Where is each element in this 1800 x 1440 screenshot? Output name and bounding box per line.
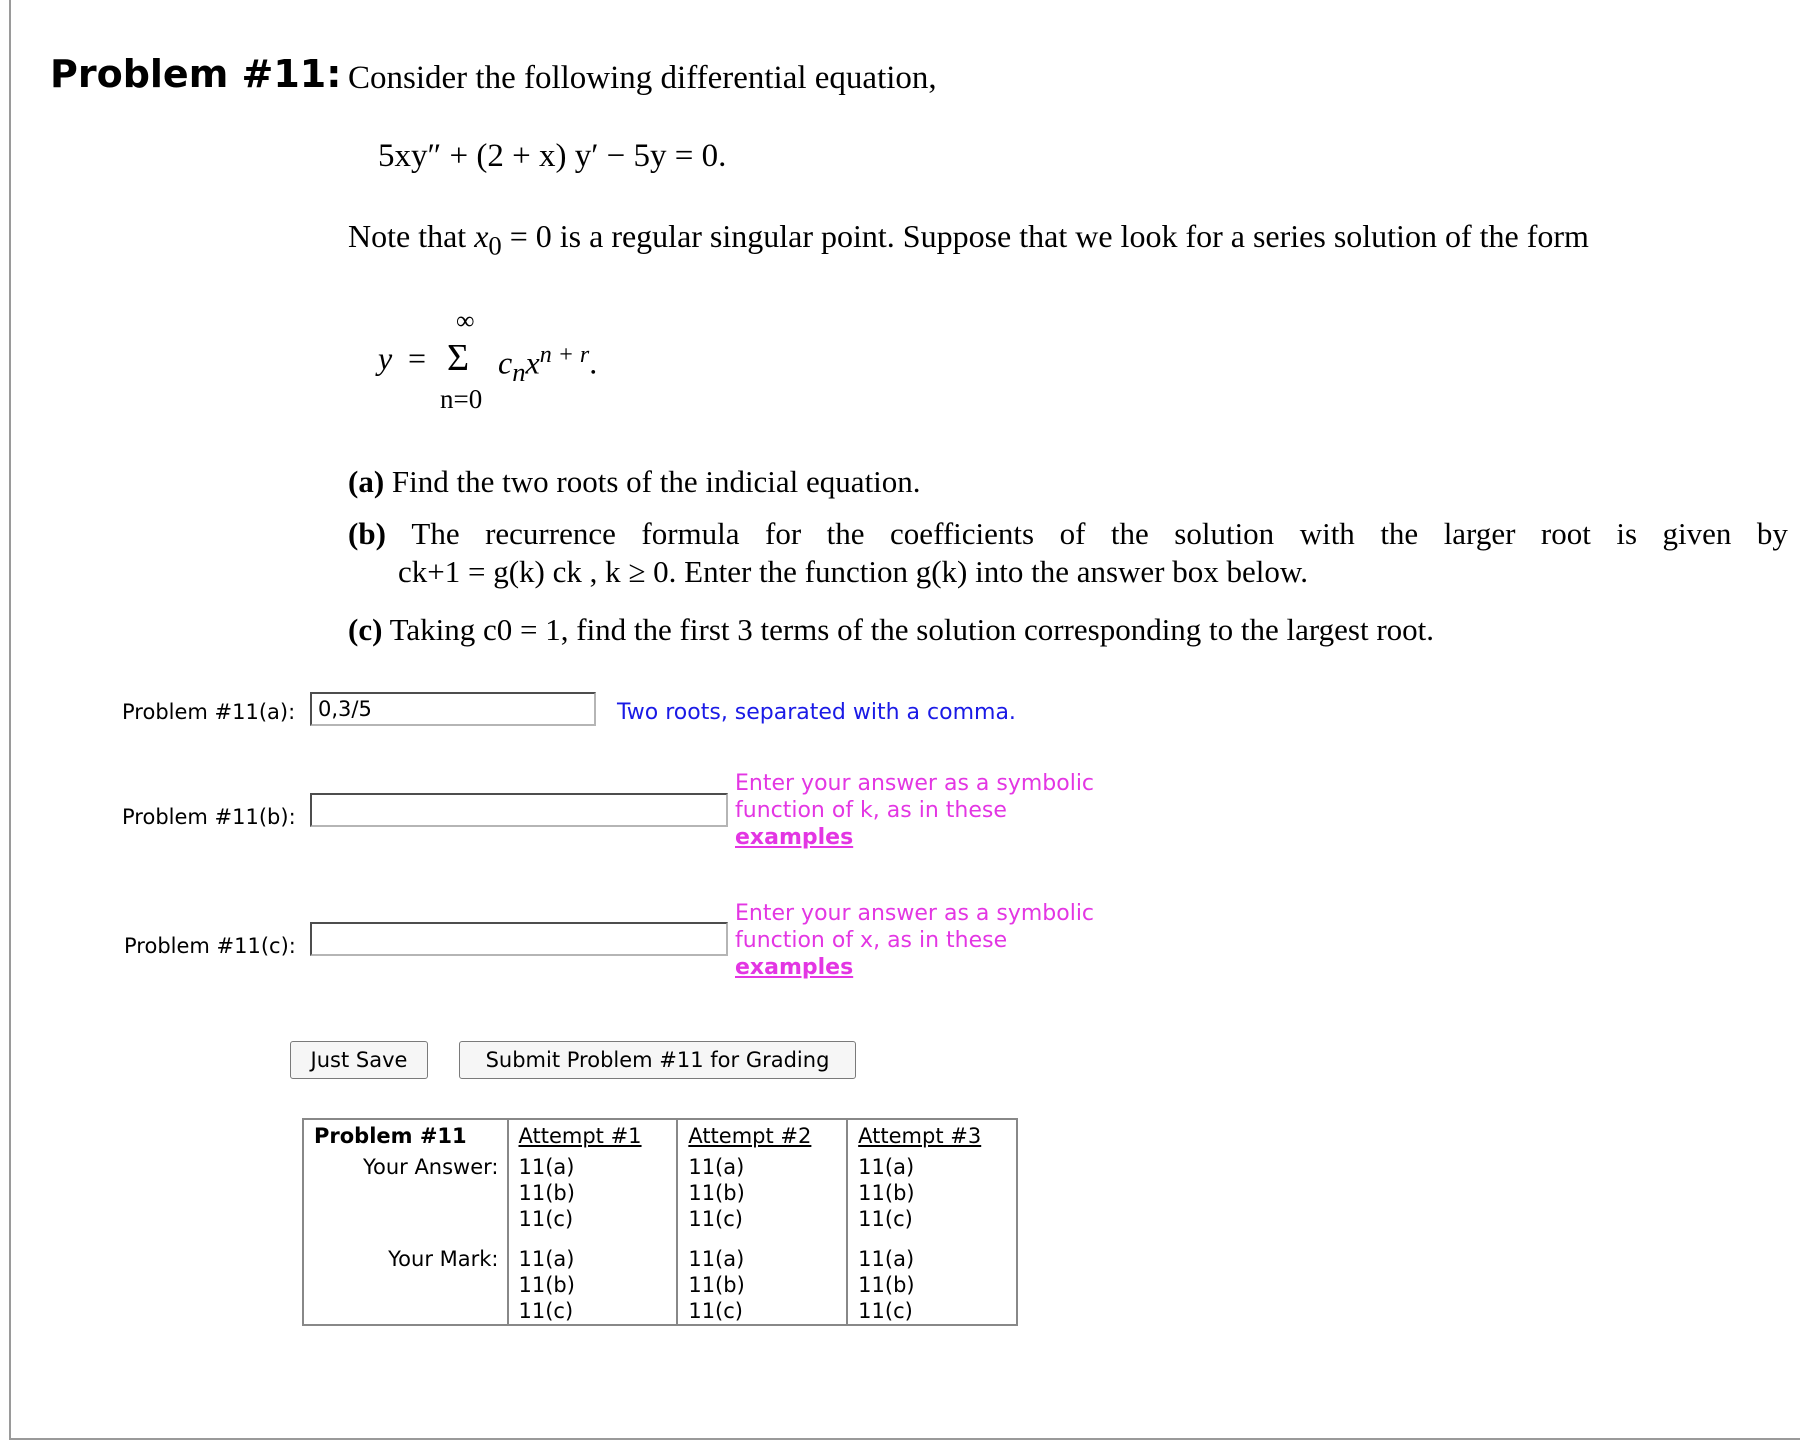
your-answer-label: Your Answer: (362, 1155, 499, 1179)
mark-cell (847, 1232, 1017, 1325)
part-c (348, 612, 1434, 648)
attempt-2-link[interactable]: Attempt #2 (677, 1119, 847, 1154)
b-word: solution (1174, 516, 1275, 551)
part-b-label: (b) (348, 516, 386, 551)
b-word: root (1540, 516, 1591, 551)
term-c: c (498, 344, 513, 381)
answer-c-input[interactable] (310, 922, 728, 956)
part-ref: 11(b) (688, 1181, 745, 1205)
b-word: with (1299, 516, 1355, 551)
differential-equation: 5xy″ + (2 + x) y′ − 5y = 0. (378, 138, 727, 174)
b-word: formula (641, 516, 740, 551)
term-x: x (525, 344, 540, 381)
part-ref: 11(c) (688, 1207, 743, 1231)
b-word: by (1756, 516, 1788, 551)
your-mark-label: Your Mark: (388, 1247, 499, 1271)
sigma-symbol: Σ (447, 337, 470, 379)
examples-link-c[interactable]: examples (735, 955, 854, 980)
note-post: = 0 is a regular singular point. Suppose that we look for a series solution of the form (501, 218, 1589, 254)
part-ref: 11(a) (518, 1155, 575, 1179)
term-n: n (512, 357, 526, 388)
b-word: of (1059, 516, 1086, 551)
part-ref: 11(c) (858, 1207, 913, 1231)
b-word: the (1110, 516, 1149, 551)
b-word: the (1380, 516, 1419, 551)
part-ref: 11(c) (518, 1299, 574, 1323)
part-ref: 11(b) (858, 1273, 915, 1297)
answer-c-hint (735, 900, 1115, 981)
part-ref: 11(c) (518, 1207, 574, 1231)
answer-b-label: Problem #11(b): (122, 805, 296, 829)
mark-cell (508, 1232, 678, 1325)
submit-button[interactable]: Submit Problem #11 for Grading (459, 1041, 856, 1079)
answer-c-label: Problem #11(c): (124, 934, 296, 958)
part-c-text: Taking c0 = 1, find the first 3 terms of the solution corresponding to the largest root. (389, 612, 1435, 647)
note-var: x (474, 218, 489, 254)
b-word: is (1616, 516, 1638, 551)
part-ref: 11(a) (858, 1155, 915, 1179)
part-ref: 11(b) (518, 1273, 575, 1297)
attempt-3-link[interactable]: Attempt #3 (847, 1119, 1017, 1154)
b-word: The (411, 516, 460, 551)
answer-cell (847, 1154, 1017, 1232)
answer-cell (677, 1154, 847, 1232)
answer-c-hint-text: Enter your answer as a symbolic function of x, as in these (735, 901, 1095, 953)
series-term (498, 342, 597, 388)
attempt-1-link[interactable]: Attempt #1 (508, 1119, 678, 1154)
part-c-label: (c) (348, 612, 383, 647)
just-save-button[interactable]: Just Save (290, 1041, 428, 1079)
part-ref: 11(c) (858, 1299, 913, 1323)
answer-a-input[interactable] (310, 692, 596, 726)
singular-point-note (348, 218, 1589, 261)
part-ref: 11(a) (688, 1247, 745, 1271)
problem-title: Problem #11: (50, 52, 342, 96)
part-a (348, 464, 921, 500)
part-ref: 11(b) (518, 1181, 575, 1205)
answer-b-hint (735, 770, 1115, 851)
note-pre: Note that (348, 218, 475, 254)
b-word: for (765, 516, 802, 551)
examples-link-b[interactable]: examples (735, 825, 854, 850)
answer-b-input[interactable] (310, 793, 728, 827)
answer-a-label: Problem #11(a): (122, 700, 296, 724)
series-formula (378, 300, 638, 414)
part-ref: 11(a) (518, 1247, 575, 1271)
part-a-text: Find the two roots of the indicial equation. (391, 464, 921, 499)
b-word: coefficients (890, 516, 1035, 551)
part-b-line2: ck+1 = g(k) ck , k ≥ 0. Enter the function g(k) into the answer box below. (398, 554, 1308, 589)
term-exp: n + r (539, 342, 590, 368)
problem-intro: Consider the following differential equation, (348, 60, 937, 96)
b-word: given (1662, 516, 1732, 551)
term-period: . (589, 344, 598, 381)
part-ref: 11(a) (858, 1247, 915, 1271)
part-b-line1 (348, 516, 1788, 552)
answer-cell (508, 1154, 678, 1232)
attempts-table (302, 1118, 1018, 1326)
part-ref: 11(a) (688, 1155, 745, 1179)
part-ref: 11(b) (858, 1181, 915, 1205)
answer-b-hint-text: Enter your answer as a symbolic function of k, as in these (735, 771, 1095, 823)
series-equals: = (408, 340, 427, 376)
series-lower-limit: n=0 (440, 384, 483, 414)
attempts-header: Problem #11 (314, 1124, 467, 1148)
b-word: the (826, 516, 865, 551)
answer-a-hint: Two roots, separated with a comma. (617, 700, 1016, 725)
mark-cell (677, 1232, 847, 1325)
note-sub: 0 (488, 230, 502, 261)
b-word: larger (1443, 516, 1516, 551)
part-ref: 11(c) (688, 1299, 743, 1323)
part-ref: 11(b) (688, 1273, 745, 1297)
series-lhs: y (378, 340, 393, 376)
b-word: recurrence (485, 516, 616, 551)
series-upper-limit: ∞ (456, 306, 475, 335)
part-a-label: (a) (348, 464, 385, 499)
